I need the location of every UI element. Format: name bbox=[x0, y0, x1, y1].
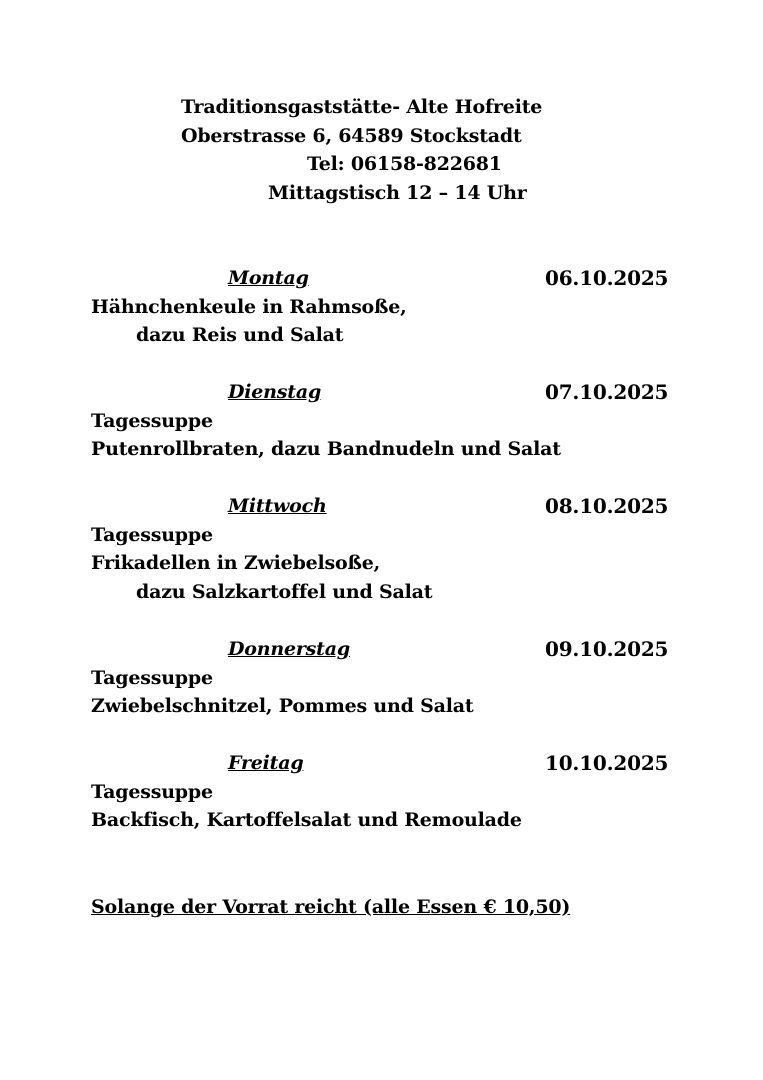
dish-line: Tagessuppe bbox=[91, 667, 213, 689]
day-heading-friday: Freitag bbox=[228, 752, 304, 774]
dish-line: Putenrollbraten, dazu Bandnudeln und Salat bbox=[91, 438, 561, 460]
dish-line: Frikadellen in Zwiebelsoße, bbox=[91, 552, 381, 574]
lunch-hours: Mittagstisch 12 – 14 Uhr bbox=[268, 182, 527, 204]
date-tuesday: 07.10.2025 bbox=[545, 380, 669, 404]
day-heading-tuesday: Dienstag bbox=[228, 381, 322, 403]
date-monday: 06.10.2025 bbox=[545, 266, 669, 290]
day-heading-monday: Montag bbox=[228, 267, 309, 289]
restaurant-address: Oberstrasse 6, 64589 Stockstadt bbox=[181, 125, 522, 147]
dish-line: Hähnchenkeule in Rahmsoße, bbox=[91, 296, 407, 318]
dish-line: Tagessuppe bbox=[91, 410, 213, 432]
date-thursday: 09.10.2025 bbox=[545, 637, 669, 661]
dish-line: Tagessuppe bbox=[91, 524, 213, 546]
restaurant-phone: Tel: 06158-822681 bbox=[307, 153, 502, 175]
day-heading-thursday: Donnerstag bbox=[228, 638, 350, 660]
date-wednesday: 08.10.2025 bbox=[545, 494, 669, 518]
dish-line: Backfisch, Kartoffelsalat und Remoulade bbox=[91, 809, 522, 831]
restaurant-name: Traditionsgaststätte- Alte Hofreite bbox=[181, 96, 543, 118]
dish-line: Tagessuppe bbox=[91, 781, 213, 803]
dish-line: Zwiebelschnitzel, Pommes und Salat bbox=[91, 695, 474, 717]
dish-line: dazu Salzkartoffel und Salat bbox=[136, 581, 433, 603]
date-friday: 10.10.2025 bbox=[545, 751, 669, 775]
day-heading-wednesday: Mittwoch bbox=[228, 495, 327, 517]
price-note: Solange der Vorrat reicht (alle Essen € 10,50) bbox=[91, 896, 571, 918]
dish-line: dazu Reis und Salat bbox=[136, 324, 344, 346]
